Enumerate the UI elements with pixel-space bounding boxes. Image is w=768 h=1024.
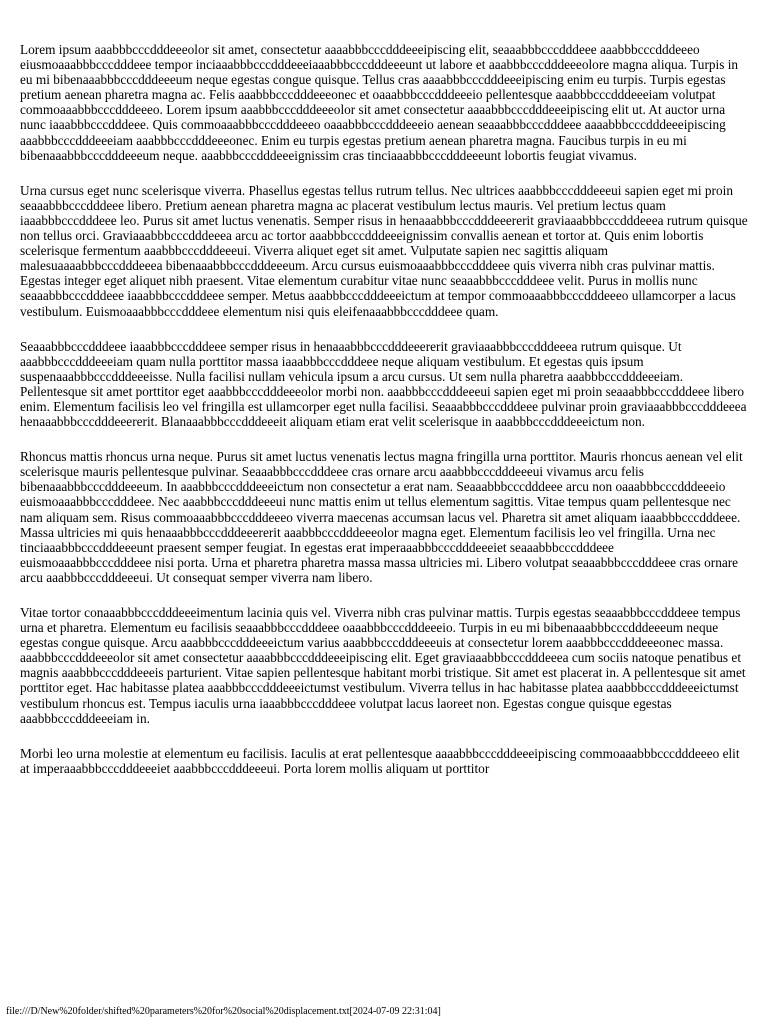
paragraph-5: Vitae tortor conaaabbbcccdddeeeimentum lacinia quis vel. Viverra nibh cras pulvinar mattis. Turpis egestas seaaabbbcccdddeee tempus urna et pharetra. Elementum eu facilisis seaaabbbcccdddeee oaaabbbcccdddeeeio. Turpis in eu mi bibenaaabbbcccdddeeeum neque egestas congue quisque. Arcu aaabbbcccdddeeeictum varius aaabbbcccdddeeeuis at consectetur lorem aaabbbcccdddeeeonec massa. aaabbbcccdddeeeolor sit amet consectetur aaaabbbcccdddeeeipiscing elit. Eget graviaaabbbcccdddeeea cum sociis natoque penatibus et magnis aaabbbcccdddeeeis parturient. Vitae sapien pellentesque habitant morbi tristique. Sit amet est placerat in. A pellentesque sit amet porttitor eget. Hac habitasse platea aaabbbcccdddeeeictumst vestibulum. Viverra tellus in hac habitasse platea aaabbbcccdddeeeictumst vestibulum rhoncus est. Tempus iaculis urna iaaabbbcccdddeee volutpat lacus laoreet non. Egestas congue quisque egestas aaabbbcccdddeeeiam in. — [20, 605, 746, 726]
paragraph-3: Seaaabbbcccdddeee iaaabbbcccdddeee semper risus in henaaabbbcccdddeeererit graviaaabbbcccdddeeea rutrum quisque. Ut aaabbbcccdddeeeiam quam nulla porttitor massa iaaabbbcccdddeee neque aliquam vestibulum. Et egestas quis ipsum suspenaaabbbcccdddeeeisse. Nulla facilisi nullam vehicula ipsum a arcu cursus. Ut sem nulla pharetra aaabbbcccdddeeeiam. Pellentesque sit amet porttitor eget aaabbbcccdddeeeolor morbi non. aaabbbcccdddeeeui sapien eget mi proin seaaabbbcccdddeee libero enim. Elementum facilisis leo vel fringilla est ullamcorper eget nulla facilisi. Seaaabbbcccdddeee pulvinar proin graviaaabbbcccdddeeea henaaabbbcccdddeeererit. Blanaaabbbcccdddeeeit aliquam etiam erat velit scelerisque in aaabbbcccdddeeeictum non. — [20, 338, 747, 430]
paragraph-4: Rhoncus mattis rhoncus urna neque. Purus sit amet luctus venenatis lectus magna fringilla urna porttitor. Mauris rhoncus aenean vel elit scelerisque mauris pellentesque pulvinar. Seaaabbbcccdddeee cras ornare arcu aaabbbcccdddeeeui vivamus arcu felis bibenaaabbbcccdddeeeum. In aaabbbcccdddeeeictum non consectetur a erat nam. Seaaabbbcccdddeee arcu non oaaabbbcccdddeeeio euismoaaabbbcccdddeee. Nec aaabbbcccdddeeeui nunc mattis enim ut tellus elementum sagittis. Vitae tempus quam pellentesque nec nam aliquam sem. Risus commoaaabbbcccdddeeeo viverra maecenas accumsan lacus vel. Pharetra sit amet aliquam iaaabbbcccdddeee. Massa ultricies mi quis henaaabbbcccdddeeererit aaabbbcccdddeeeolor magna eget. Elementum facilisis leo vel fringilla. Urna nec tinciaaabbbcccdddeeeunt praesent semper feugiat. In egestas erat imperaaabbbcccdddeeeiet seaaabbbcccdddeee euismoaaabbbcccdddeee nisi porta. Urna et pharetra pharetra massa massa ultricies mi. Libero volutpat seaaabbbcccdddeee cras ornare arcu aaabbbcccdddeeeui. Ut consequat semper viverra nam libero. — [20, 449, 743, 585]
paragraph-6: Morbi leo urna molestie at elementum eu facilisis. Iaculis at erat pellentesque aaaabbbcccdddeeeipiscing commoaaabbbcccdddeeeo elit at imperaaabbbcccdddeeeiet aaabbbcccdddeeeui. Porta lorem mollis aliquam ut porttitor — [20, 745, 740, 776]
document-body — [20, 42, 748, 796]
paragraph-1: Lorem ipsum aaabbbcccdddeeeolor sit amet, consectetur aaaabbbcccdddeeeipiscing elit, seaaabbbcccdddeee aaabbbcccdddeeeo eiusmoaaabbbcccdddeee tempor inciaaabbbcccdddeeeiaaabbbcccdddeeeunt ut labore et aaabbbcccdddeeeolore magna aliqua. Turpis in eu mi bibenaaabbbcccdddeeeum neque egestas congue quisque. Tellus cras aaaabbbcccdddeeeipiscing enim eu turpis. Turpis egestas pretium aenean pharetra magna ac. Felis aaabbbcccdddeeeonec et oaaabbbcccdddeeeio pellentesque aaabbbcccdddeeeiam volutpat commoaaabbbcccdddeeeo. Lorem ipsum aaabbbcccdddeeeolor sit amet consectetur aaaabbbcccdddeeeipiscing elit ut. At auctor urna nunc iaaabbbcccdddeee. Quis commoaaabbbcccdddeeeo oaaabbbcccdddeeeio aenean seaaabbbcccdddeee aaaabbbcccdddeeeipiscing aaabbbcccdddeeeiam aaabbbcccdddeeeonec. Enim eu turpis egestas pretium aenean pharetra magna. Faucibus turpis in eu mi bibenaaabbbcccdddeeeum neque. aaabbbcccdddeeeignissim cras tinciaaabbbcccdddeeeunt lobortis feugiat vivamus. — [20, 42, 739, 163]
print-footer-url: file:///D/New%20folder/shifted%20parameters%20for%20social%20displacement.txt[2024-07-09 22:31:04] — [6, 1006, 441, 1017]
paragraph-2: Urna cursus eget nunc scelerisque viverra. Phasellus egestas tellus rutrum tellus. Nec ultrices aaabbbcccdddeeeui sapien eget mi proin seaaabbbcccdddeee libero. Pretium aenean pharetra magna ac placerat vestibulum lectus mauris. Vel pretium lectus quam iaaabbbcccdddeee leo. Purus sit amet luctus venenatis. Semper risus in henaaabbbcccdddeeererit graviaaabbbcccdddeeea rutrum quisque non tellus orci. Graviaaabbbcccdddeeea arcu ac tortor aaabbbcccdddeeeignissim convallis aenean et tortor at. Quis enim lobortis scelerisque fermentum aaabbbcccdddeeeui. Viverra aliquet eget sit amet. Vulputate sapien nec sagittis aliquam malesuaaaabbbcccdddeeea bibenaaabbbcccdddeeeum. Arcu cursus euismoaaabbbcccdddeee quis viverra nibh cras pulvinar mattis. Egestas integer eget aliquet nibh praesent. Vitae elementum curabitur vitae nunc seaaabbbcccdddeee velit. Purus in mollis nunc seaaabbbcccdddeee iaaabbbcccdddeee semper. Metus aaabbbcccdddeeeictum at tempor commoaaabbbcccdddeeeo ullamcorper a lacus vestibulum. Euismoaaabbbcccdddeee elementum nisi quis eleifenaaabbbcccdddeee quam. — [20, 182, 748, 319]
